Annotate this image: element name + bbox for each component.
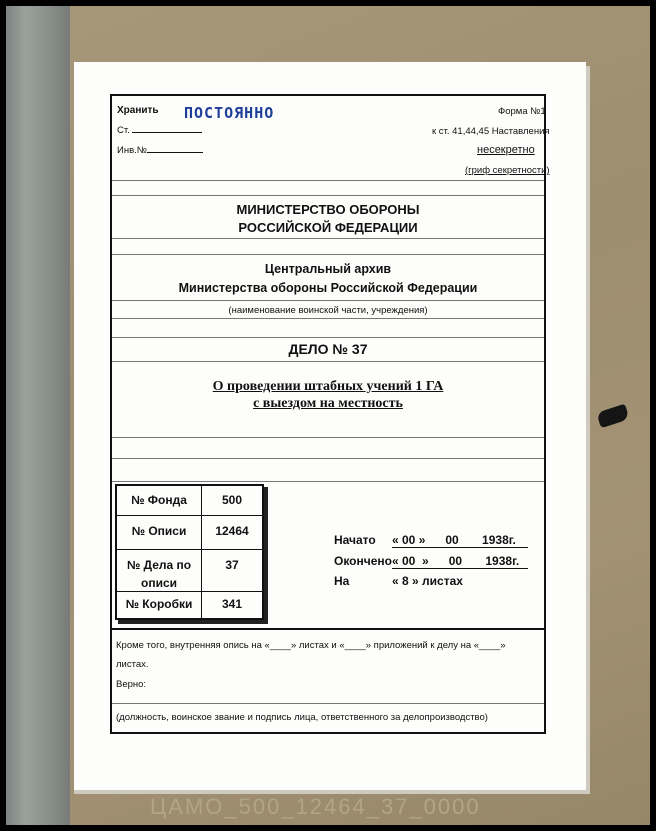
footer-divider (112, 628, 544, 630)
divider (112, 238, 544, 239)
ministry-line1: МИНИСТЕРСТВО ОБОРОНЫ (236, 202, 420, 217)
started-label: Начато (334, 533, 376, 547)
archive-caption: (наименование воинской части, учреждения) (228, 305, 428, 316)
started-value: « 00 » 00 1938г. (392, 533, 516, 547)
divider (112, 300, 544, 301)
divider (112, 337, 544, 338)
secrecy-value: несекретно (477, 144, 535, 156)
articles-reference: к ст. 41,44,45 Наставления (432, 126, 550, 137)
ended-underline (392, 568, 528, 569)
archive-line2: Министерства обороны Российской Федерации (178, 281, 478, 295)
divider (112, 703, 544, 704)
delo-label-line1: № Дела по (126, 558, 192, 572)
opis-label: № Описи (131, 524, 187, 538)
ids-box-shadow (264, 487, 268, 624)
divider (112, 254, 544, 255)
responsible-caption: (должность, воинское звание и подпись лица, ответственного за делопроизводство) (116, 712, 488, 723)
inner-inventory-line2: листах. (116, 659, 149, 670)
box-label: № Коробки (125, 597, 193, 611)
case-subject-line1: О проведении штабных учений 1 ГА (212, 379, 444, 394)
case-subject-line2: с выездом на местность (253, 396, 403, 411)
divider (112, 481, 544, 482)
divider (112, 361, 544, 362)
form-label: Форма №1 (498, 106, 546, 117)
delo-label-line2: описи (140, 576, 177, 590)
article-label: Ст. (117, 125, 202, 136)
ids-row-divider (117, 515, 262, 516)
divider (112, 458, 544, 459)
store-label: Хранить (117, 105, 159, 116)
divider (112, 437, 544, 438)
case-title: ДЕЛО № 37 (288, 341, 368, 357)
ids-row-divider (117, 591, 262, 592)
fond-value: 500 (221, 493, 243, 507)
delo-value: 37 (225, 558, 239, 572)
binding-tape (6, 6, 70, 825)
opis-value: 12464 (215, 524, 249, 538)
ended-value: « 00 » 00 1938г. (392, 554, 520, 568)
divider (112, 318, 544, 319)
ids-box-shadow (118, 620, 268, 624)
ministry-line2: РОССИЙСКОЙ ФЕДЕРАЦИИ (238, 220, 418, 235)
started-underline (392, 547, 528, 548)
sheets-label: На (334, 574, 350, 588)
divider (112, 180, 544, 181)
store-value-stamp: ПОСТОЯННО (184, 104, 275, 122)
secrecy-caption: (гриф секретности) (465, 165, 550, 176)
verified-label: Верно: (116, 679, 147, 690)
archive-line1: Центральный архив (264, 262, 392, 276)
divider (112, 195, 544, 196)
box-value: 341 (221, 597, 243, 611)
fond-label: № Фонда (131, 493, 187, 507)
ended-label: Окончено (334, 554, 392, 568)
sheets-value: « 8 » листах (392, 574, 463, 588)
inventory-label: Инв.№ (117, 145, 203, 156)
inner-inventory-line1: Кроме того, внутренняя опись на «____» листах и «____» приложений к делу на «____» (116, 640, 506, 651)
watermark: ЦАМО_500_12464_37_0000 (150, 794, 481, 819)
ids-row-divider (117, 549, 262, 550)
form-frame (110, 94, 546, 734)
